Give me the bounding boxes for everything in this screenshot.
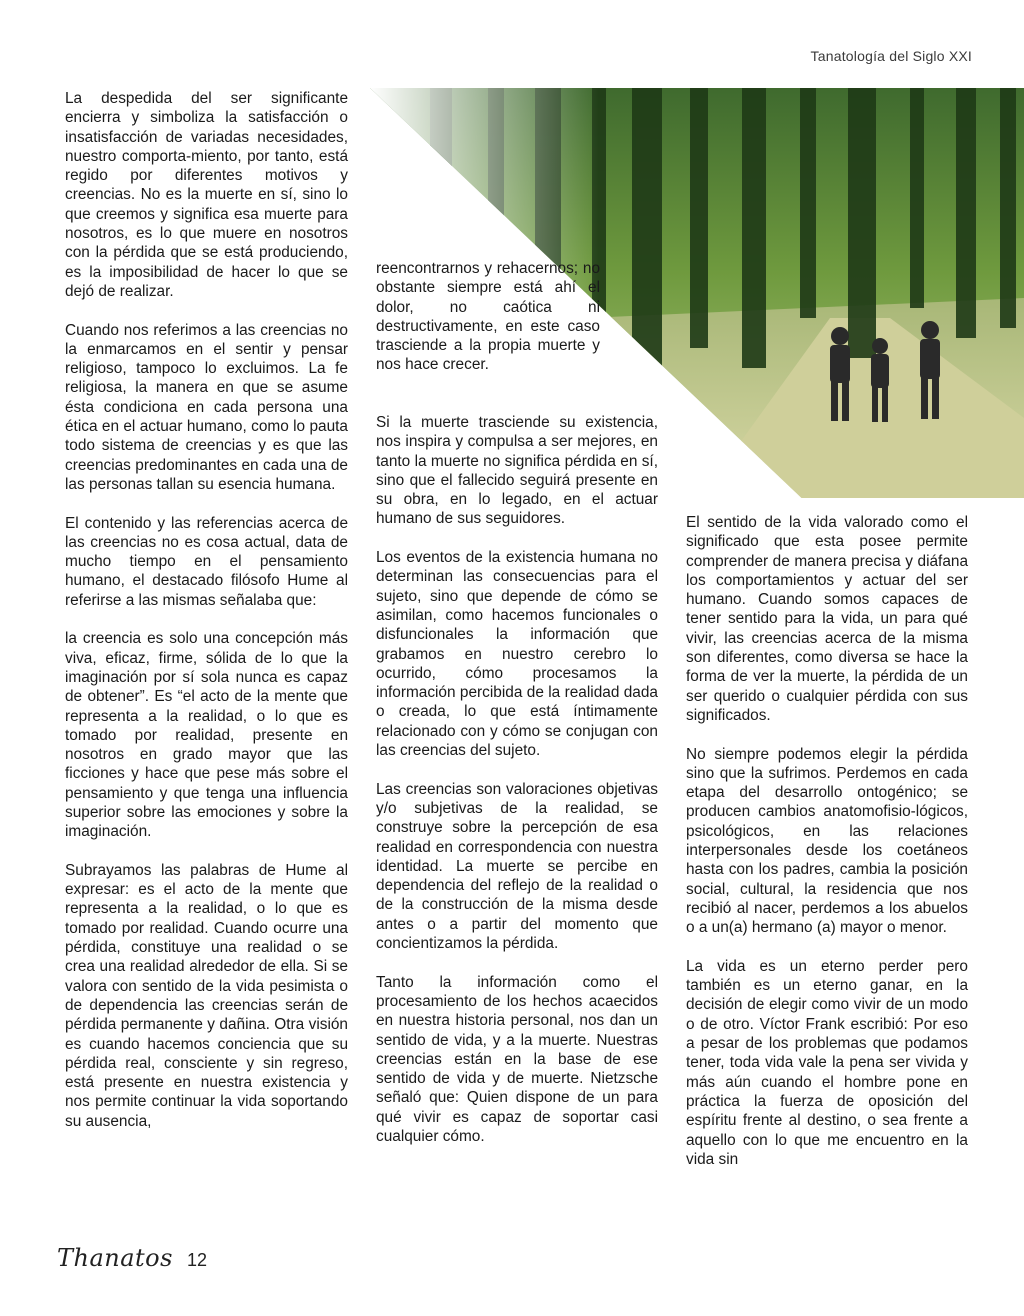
paragraph: Si la muerte trasciende su existencia, nos inspira y compulsa a ser mejores, en tanto la muerte no significa pérdida en sí, sino que el fallecido seguirá presente en su obra, en lo legado, en el actuar humano de sus seguidores.: [376, 414, 658, 528]
paragraph: Los eventos de la existencia humana no determinan las consecuencias para el sujeto, sino que depende de cómo se asimilan, como hacemos funcionales o disfuncionales la información que grabamos en nuestro cerebro lo ocurrido, cómo procesamos la información percibida de la realidad dada o creada, lo que está íntimamente relacionado con y cómo se conjugan con las creencias del sujeto.: [376, 549, 658, 760]
paragraph: reencontrarnos y rehacernos; no obstante siempre está ahí el dolor, no caótica ni destructivamente, en este caso trasciende a la propia muerte y nos hace crecer.: [376, 260, 600, 374]
page-number: 12: [186, 1250, 207, 1270]
paragraph: El sentido de la vida valorado como el significado que esta posee permite comprender de manera precisa y diáfana los comportamientos y actuar del ser humano. Cuando somos capaces de tener sentido para la vida, un para qué vivir, las creencias acerca de la misma son diferentes, como diversa se hace la forma de ver la muerte, la pérdida de un ser querido o cualquier pérdida con sus significados.: [686, 514, 968, 724]
text-column-2-top: [376, 259, 600, 375]
paragraph: La despedida del ser significante encierra y simboliza la satisfacción o insatisfacción de variadas necesidades, nuestro comporta-miento, por tanto, está regido por diferentes motivos y creencias. No es la muerte en sí, sino lo que creemos y significa esa muerte para nosotros, es lo que muere en nosotros con la pérdida que se está produciendo, es la imposibilidad de hacer lo que se dejó de realizar.: [65, 90, 348, 300]
running-header: Tanatología del Siglo XXI: [810, 48, 972, 64]
text-column-3: [686, 513, 968, 1169]
paragraph: Tanto la información como el procesamiento de los hechos acaecidos en nuestra historia personal, nos dan un sentido de vida, y a la muerte. Nuestras creencias están en la base de ese sentido de vida y de muerte. Nietzsche señaló que: Quien dispone de un para qué vivir es capaz de soportar casi cualquier cómo.: [376, 973, 658, 1145]
paragraph: Las creencias son valoraciones objetivas y/o subjetivas de la realidad, se construye sobre la percepción de esa realidad en correspondencia con nuestra identidad. La muerte se percibe en dependencia del reflejo de la realidad o de la construcción de la misma desde antes o a partir del momento que concientizamos la pérdida.: [376, 780, 658, 953]
text-column-2: [376, 413, 658, 1146]
paragraph: La vida es un eterno perder pero también es un eterno ganar, en la decisión de elegir como vivir de un modo o de otro. Víctor Frank escribió: Por eso a pesar de los problemas que podamos tener, toda vida vale la pena ser vivida y más aún cuando el hombre pone en práctica la fuerza de oposición del espíritu frente al destino, o sea frente a aquello con lo que me encuentro en la vida sin: [686, 957, 968, 1168]
text-column-1: [65, 89, 348, 1131]
paragraph: Subrayamos las palabras de Hume al expresar: es el acto de la mente que representa a la realidad, o lo que es tomado por realidad. Cuando ocurre una pérdida, constituye una realidad o se crea una realidad alrededor de ella. Si se valora con sentido de la vida pesimista o de dependencia las creencias serán de pérdida permanente y dañina. Otra visión es cuando hacemos conciencia que su pérdida real, consciente y sin regreso, está presente en nuestra existencia y nos permite continuar la vida soportando su ausencia,: [65, 861, 348, 1130]
paragraph: El contenido y las referencias acerca de las creencias no es cosa actual, data de mucho tiempo en el pensamiento humano, el destacado filósofo Hume al referirse a las mismas señalaba que:: [65, 514, 348, 609]
paragraph: Cuando nos referimos a las creencias no la enmarcamos en el sentir y pensar religioso, tampoco lo excluimos. La fe religiosa, la manera en que se asume ésta condiciona en cada persona una ética en el actuar humano, como lo pauta todo sistema de creencias y es que las creencias predominantes en cada una de las personas tallan su esencia humana.: [65, 321, 348, 493]
paragraph: No siempre podemos elegir la pérdida sino que la sufrimos. Perdemos en cada etapa del desarrollo ontogénico; se producen cambios anatomofisio-lógicos, psicológicos, en las relaciones interpersonales desde los coetáneos hasta con los padres, cambia la posición social, cultural, la residencia que nos recibió al nacer, perdemos a los abuelos o a un(a) hermano (a) mayor o menor.: [686, 745, 968, 937]
page-footer: [57, 1244, 207, 1272]
magazine-logo: Thanatos: [57, 1244, 173, 1272]
paragraph: la creencia es solo una concepción más viva, eficaz, firme, sólida de lo que la imaginación por sí sola nunca es capaz de obtener”. Es “el acto de la mente que representa a la realidad, o lo que es tomado por realidad, presente en nosotros en grado mayor que las ficciones y hace que pese más sobre el pensamiento y que tenga una influencia superior sobre las emociones y sobre la imaginación.: [65, 630, 348, 841]
